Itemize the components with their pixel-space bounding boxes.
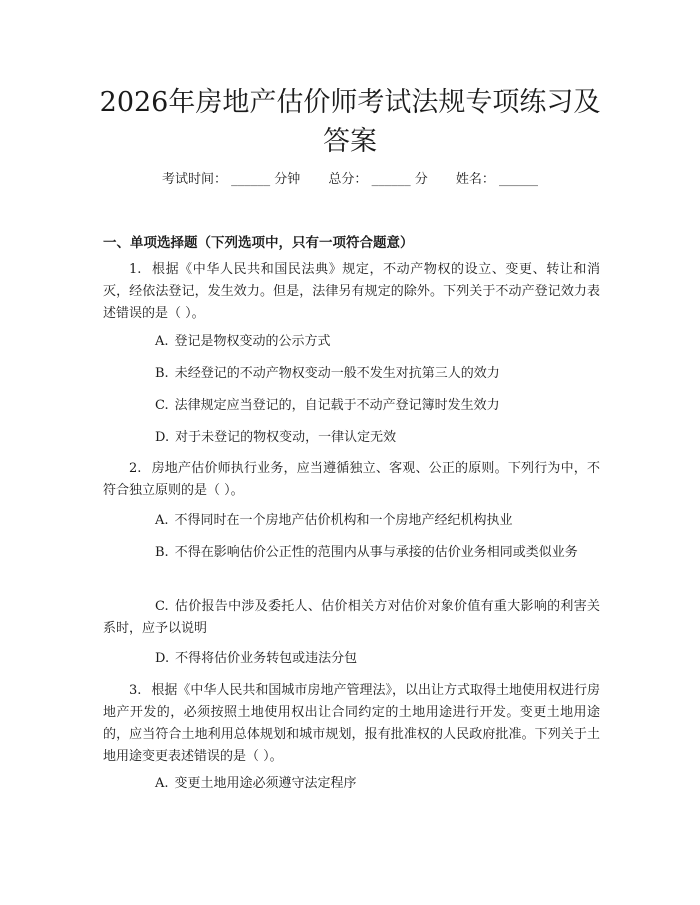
question-text: 房地产估价师执行业务，应当遵循独立、客观、公正的原则。下列行为中，不符合独立原则的是（ ）。	[103, 461, 600, 498]
name-label: 姓名：	[455, 172, 495, 187]
option-text: 对于未登记的物权变动，一律认定无效	[175, 430, 397, 445]
name-blank: ______	[499, 172, 539, 187]
question-number: 1.	[129, 262, 142, 277]
question-2-option-a	[103, 510, 600, 532]
exam-time-unit: 分钟	[274, 172, 301, 187]
total-score-label: 总分：	[328, 172, 368, 187]
question-2-option-c	[103, 596, 600, 640]
option-text: 登记是物权变动的公示方式	[174, 334, 331, 349]
option-label: A.	[155, 334, 169, 349]
exam-time-label: 考试时间：	[161, 172, 227, 187]
question-2	[103, 458, 600, 502]
option-label: B.	[155, 366, 169, 381]
question-1-option-c	[103, 395, 600, 417]
option-label: A.	[155, 776, 169, 791]
question-2-option-b	[103, 542, 600, 564]
total-score-blank: ______	[371, 172, 411, 187]
total-score-unit: 分	[414, 172, 428, 187]
question-1	[103, 259, 600, 325]
name-field	[456, 168, 538, 187]
option-text: 不得在影响估价公正性的范围内从事与承接的估价业务相同或类似业务	[174, 545, 578, 560]
question-number: 3.	[129, 683, 142, 698]
question-3	[103, 680, 600, 768]
exam-info-line	[0, 168, 700, 187]
option-label: C.	[155, 398, 169, 413]
option-text: 不得将估价业务转包或违法分包	[175, 651, 358, 666]
option-text: 法律规定应当登记的，自记载于不动产登记簿时发生效力	[174, 398, 500, 413]
section-heading: 一、单项选择题（下列选项中，只有一项符合题意）	[103, 235, 414, 251]
option-label: D.	[155, 651, 170, 666]
question-2-option-d	[103, 648, 600, 670]
exam-time-field	[162, 168, 300, 187]
exam-time-blank: ______	[231, 172, 271, 187]
option-label: B.	[155, 545, 169, 560]
document-title: 2026年房地产估价师考试法规专项练习及答案	[99, 87, 601, 157]
option-text: 未经登记的不动产物权变动一般不发生对抗第三人的效力	[174, 366, 500, 381]
option-label: C.	[155, 599, 169, 614]
question-1-option-d	[103, 427, 600, 449]
option-text: 不得同时在一个房地产估价机构和一个房地产经纪机构执业	[174, 513, 513, 528]
option-text: 变更土地用途必须遵守法定程序	[174, 776, 357, 791]
option-text: 估价报告中涉及委托人、估价相关方对估价对象价值有重大影响的利害关系时，应予以说明	[103, 599, 600, 636]
option-label: A.	[155, 513, 169, 528]
question-text: 根据《中华人民共和国民法典》规定，不动产物权的设立、变更、转让和消灭，经依法登记，发生效力。但是，法律另有规定的除外。下列关于不动产登记效力表述错误的是（ ）。	[103, 262, 600, 321]
question-3-option-a	[103, 773, 600, 795]
question-number: 2.	[129, 461, 142, 476]
question-1-option-b	[103, 363, 600, 385]
question-text: 根据《中华人民共和国城市房地产管理法》，以出让方式取得土地使用权进行房地产开发的，必须按照土地使用权出让合同约定的土地用途进行开发。变更土地用途的，应当符合土地利用总体规划和城市规划，报有批准权的人民政府批准。下列关于土地用途变更表述错误的是（ ）。	[103, 683, 600, 764]
question-1-option-a	[103, 331, 600, 353]
option-label: D.	[155, 430, 170, 445]
total-score-field	[328, 168, 427, 187]
